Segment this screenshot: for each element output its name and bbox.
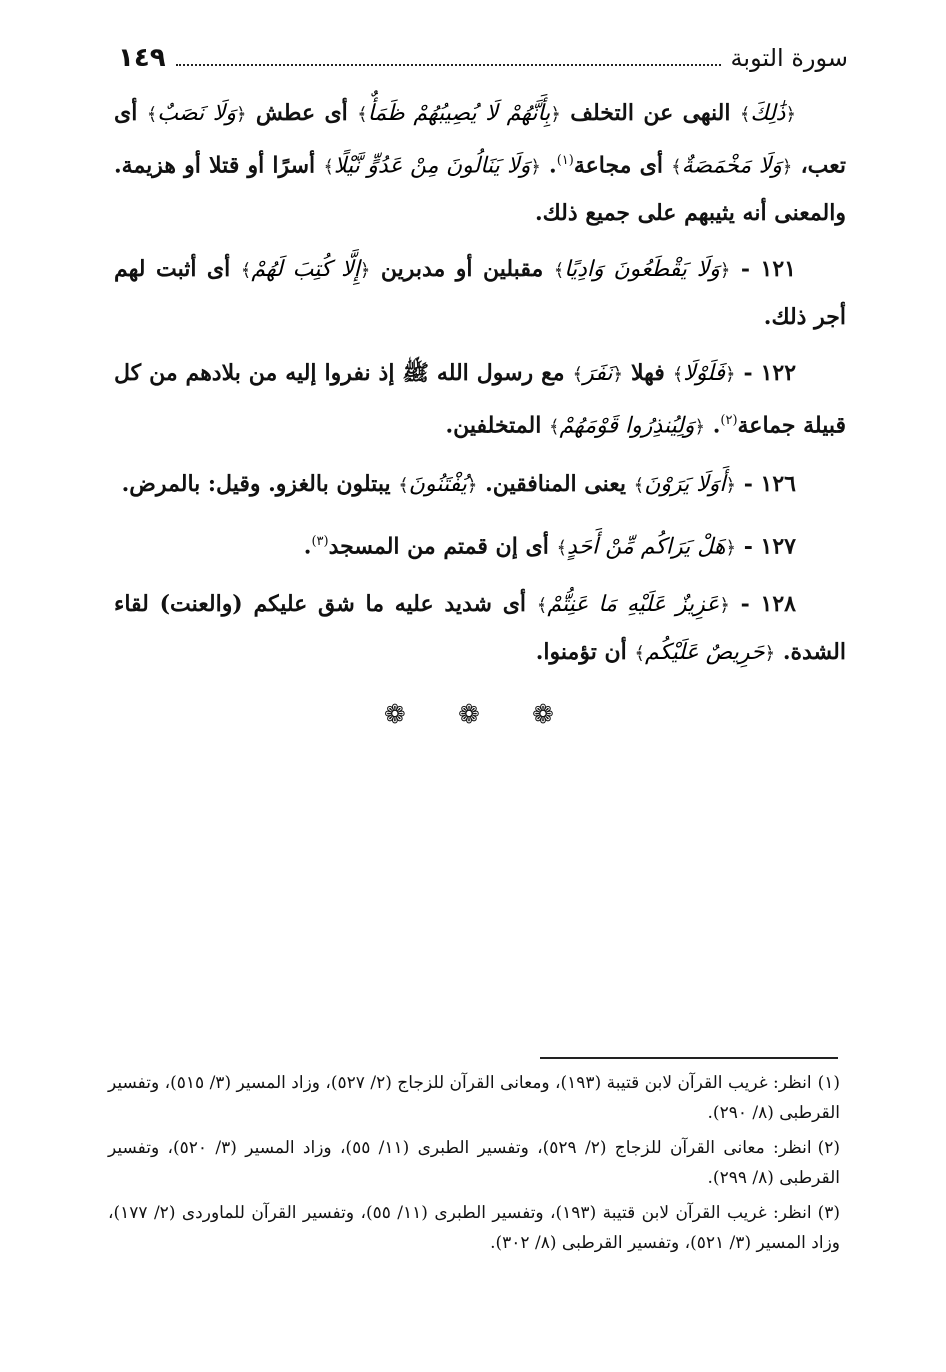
- text-segment: أى أثبت لهم أجر ذلك.: [114, 256, 846, 331]
- footnote-marker[interactable]: (٣): [311, 533, 329, 549]
- text-segment: أسرًا أو قتلا أو هزيمة. والمعنى أنه يثيبهم على جميع ذلك.: [114, 152, 846, 227]
- text-segment: أى مجاعة: [573, 152, 672, 179]
- paragraph: [114, 581, 846, 677]
- quran-bracket-open: ﴿: [725, 474, 737, 496]
- footnote-separator: [540, 1057, 838, 1059]
- text-segment: ١٢٨ -: [729, 590, 796, 617]
- quran-bracket-open: ﴿: [724, 364, 736, 386]
- quran-bracket-close: ﴾: [633, 474, 645, 496]
- quran-bracket-close: ﴾: [553, 260, 565, 282]
- quran-quote: إِلَّا كُتِبَ لَهُمْ: [251, 257, 360, 283]
- quran-bracket-close: ﴾: [240, 260, 252, 282]
- quran-bracket-close: ﴾: [536, 594, 548, 616]
- quran-quote: وَلَا يَقْطَعُونَ وَادِيًا: [564, 257, 720, 283]
- quran-quote: وَلِيُنذِرُوا قَوْمَهُمْ: [559, 413, 695, 439]
- footnote-marker[interactable]: (٢): [720, 413, 738, 429]
- footnote-text: انظر: معانى القرآن للزجاج (٢/ ٥٢٩)، وتفسير الطبرى (١١/ ٥٥)، وزاد المسير (٣/ ٥٢٠)، وتفسير القرطبى (٨/ ٢٩٩).: [108, 1138, 840, 1188]
- footnote-marker[interactable]: (١): [556, 153, 574, 168]
- quran-bracket-open: ﴿: [725, 536, 737, 558]
- quran-bracket-open: ﴿: [694, 416, 706, 438]
- text-segment: أى تعب،: [114, 100, 847, 179]
- text-segment: أى شديد عليه ما شق عليكم (والعنت) لقاء الشدة.: [114, 590, 846, 665]
- quran-quote: نَفَرَ: [583, 361, 613, 387]
- text-segment: ١٢٦ -: [736, 470, 796, 497]
- quran-bracket-close: ﴾: [548, 416, 560, 438]
- text-segment: أن تؤمنوا.: [535, 638, 635, 665]
- page-header: [118, 36, 848, 80]
- paragraph: [114, 461, 846, 509]
- quran-quote: بِأَنَّهُمْ لَا يُصِيبُهُمْ ظَمَأٌ: [367, 101, 551, 126]
- quran-bracket-close: ﴾: [398, 474, 409, 496]
- quran-bracket-close: ﴾: [572, 364, 584, 386]
- main-text: [114, 90, 846, 687]
- quran-quote: يُفْتَنُونَ: [408, 471, 467, 497]
- text-segment: ١٢١ -: [730, 256, 796, 283]
- quran-bracket-close: ﴾: [671, 156, 682, 178]
- text-segment: مع رسول الله ﷺ إذ نفروا إليه من بلادهم من كل قبيلة جماعة: [114, 360, 846, 439]
- section-divider-ornament: ❁ ❁ ❁: [384, 700, 576, 730]
- quran-bracket-close: ﴾: [323, 156, 334, 178]
- paragraph: [114, 90, 846, 236]
- page-number: ١٤٩: [118, 43, 166, 73]
- footnote-number: (٣): [817, 1203, 840, 1223]
- quran-bracket-close: ﴾: [556, 536, 568, 558]
- quran-bracket-open: ﴿: [719, 260, 731, 282]
- quran-bracket-open: ﴿: [359, 260, 371, 282]
- quran-quote: وَلَا يَنَالُونَ مِنْ عَدُوٍّ نَّيْلًا: [333, 153, 531, 179]
- footnote: [108, 1133, 840, 1193]
- text-segment: .: [705, 412, 721, 439]
- footnote: [108, 1068, 840, 1128]
- quran-bracket-open: ﴿: [550, 104, 561, 125]
- footnote-number: (٢): [817, 1138, 840, 1158]
- surah-name: سورة التوبة: [730, 44, 848, 72]
- text-segment: يبتلون بالغزو. وقيل: بالمرض.: [121, 470, 399, 497]
- header-dotted-leader: [176, 63, 721, 66]
- quran-bracket-open: ﴿: [785, 104, 797, 125]
- text-segment: أى إن قمتم من المسجد: [328, 532, 557, 559]
- text-segment: .: [540, 152, 557, 179]
- text-segment: .: [303, 532, 312, 559]
- quran-quote: حَرِيصٌ عَلَيْكُم: [644, 639, 765, 665]
- quran-bracket-close: ﴾: [672, 364, 684, 386]
- text-segment: المتخلفين.: [445, 412, 549, 439]
- footnote-number: (١): [817, 1073, 840, 1093]
- text-segment: ١٢٧ -: [736, 532, 796, 559]
- quran-bracket-open: ﴿: [781, 156, 793, 178]
- quran-bracket-open: ﴿: [235, 104, 247, 125]
- text-segment: مقبلين أو مدبرين: [370, 256, 554, 283]
- text-segment: ١٢٢ -: [735, 360, 797, 387]
- quran-bracket-open: ﴿: [530, 156, 541, 178]
- quran-quote: فَلَوْلَا: [683, 361, 725, 387]
- paragraph: [114, 350, 846, 450]
- quran-quote: ذَٰلِكَ: [750, 101, 786, 126]
- quran-bracket-open: ﴿: [612, 364, 624, 386]
- text-segment: أى عطش: [246, 100, 358, 126]
- text-segment: النهى عن التخلف: [560, 100, 740, 126]
- text-segment: يعنى المنافقين.: [477, 470, 634, 497]
- quran-bracket-open: ﴿: [764, 642, 776, 664]
- footnote: [108, 1198, 840, 1258]
- quran-quote: وَلَا نَصَبٌ: [157, 101, 236, 126]
- quran-quote: أَوَلَا يَرَوْنَ: [644, 471, 726, 497]
- quran-quote: عَزِيزٌ عَلَيْهِ مَا عَنِتُّمْ: [547, 591, 720, 617]
- quran-bracket-open: ﴿: [466, 474, 478, 496]
- paragraph: [114, 519, 846, 571]
- paragraph: [114, 246, 846, 340]
- quran-bracket-open: ﴿: [719, 594, 730, 616]
- quran-bracket-close: ﴾: [357, 104, 368, 125]
- footnote-text: انظر: غريب القرآن لابن قتيبة (١٩٣)، ومعانى القرآن للزجاج (٢/ ٥٢٧)، وزاد المسير (٣/ ٥١٥)، وتفسير القرطبى (٨/ ٢٩٠).: [108, 1073, 840, 1123]
- text-segment: فهلا: [623, 360, 673, 387]
- footnotes: [108, 1068, 840, 1263]
- quran-bracket-close: ﴾: [146, 104, 158, 125]
- footnote-text: انظر: غريب القرآن لابن قتيبة (١٩٣)، وتفسير الطبرى (١١/ ٥٥)، وتفسير القرآن للماوردى (٢/ ١٧٧)، وزاد المسير (٣/ ٥٢١)، وتفسير القرطبى (٨/ ٣٠٢).: [108, 1203, 840, 1253]
- quran-bracket-close: ﴾: [739, 104, 751, 125]
- quran-bracket-close: ﴾: [634, 642, 645, 664]
- quran-quote: هَلْ يَرَاكُم مِّنْ أَحَدٍ: [567, 533, 726, 559]
- quran-quote: وَلَا مَخْمَصَةٌ: [681, 153, 782, 179]
